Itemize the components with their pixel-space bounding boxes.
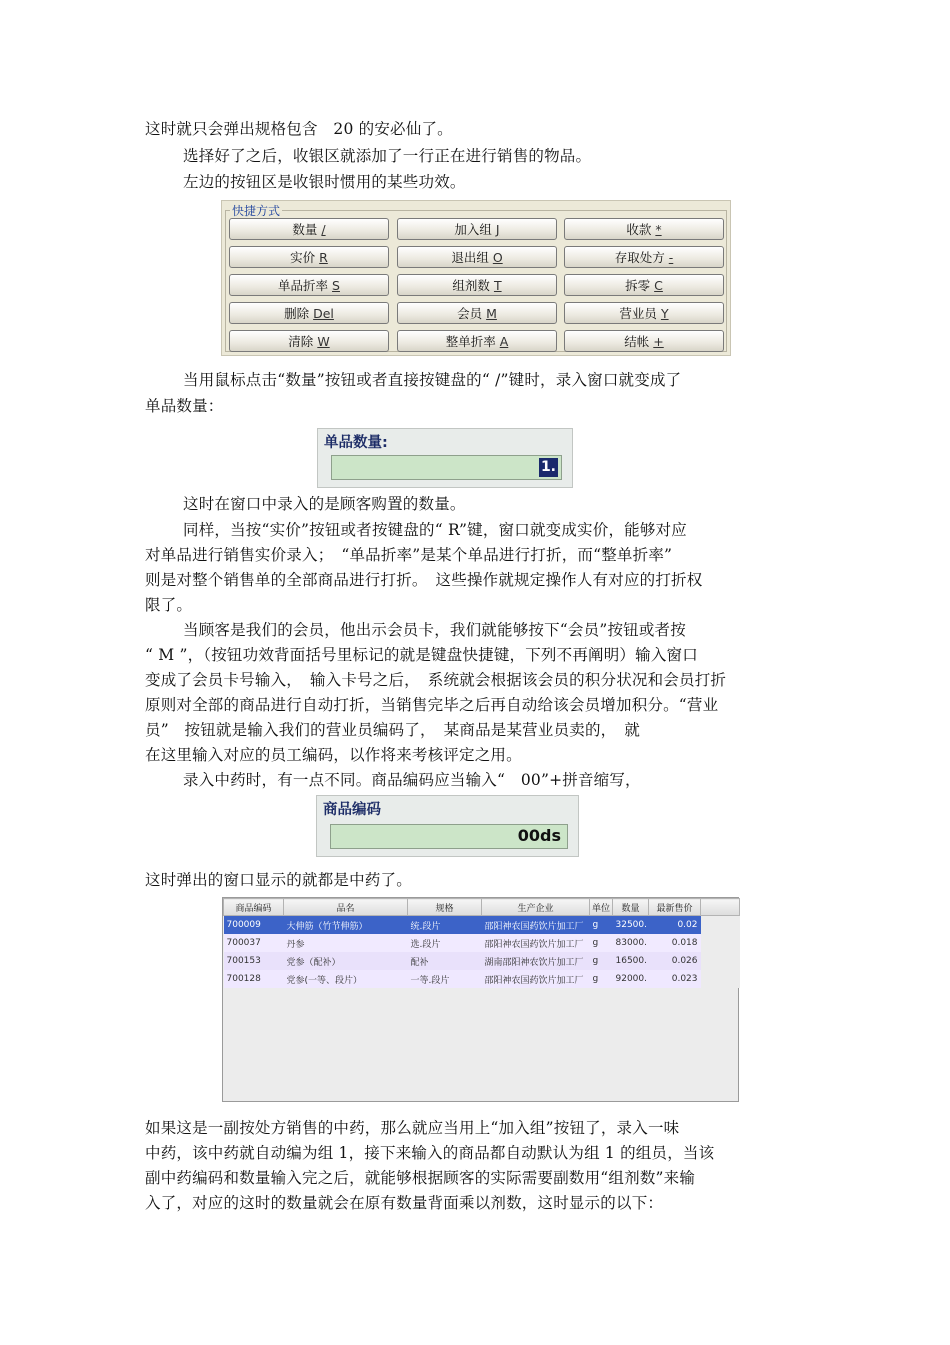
- shortcut-key: O: [492, 249, 503, 265]
- paragraph-line: 入了，对应的这时的数量就会在原有数量背面乘以剂数，这时显示的以下：: [145, 1194, 664, 1212]
- panel-title: 快捷方式: [232, 204, 281, 218]
- column-header-blank: [701, 899, 740, 916]
- paragraph-line: 当用鼠标点击“数量”按钮或者直接按键盘的“ /”键时，录入窗口就变成了: [183, 371, 682, 389]
- quantity-value: 1.: [540, 459, 556, 475]
- button-label: 整单折率: [445, 334, 496, 349]
- paragraph-line: 如果这是一副按处方销售的中药，那么就应当用上“加入组”按钮了，录入一味: [145, 1119, 680, 1137]
- paragraph-line: 这时在窗口中录入的是顾客购置的数量。: [183, 495, 466, 513]
- cell-qty: 32500.: [613, 916, 649, 935]
- column-header[interactable]: 数量: [613, 899, 649, 916]
- column-header[interactable]: 单位: [590, 899, 613, 916]
- cell-code: 700128: [224, 970, 284, 988]
- cell-price: 0.018: [649, 934, 701, 952]
- paragraph-line: “ M ”，（按钮功效背面括号里标记的就是键盘快捷键，下列不再阐明）输入窗口: [145, 646, 698, 664]
- column-header[interactable]: 品名: [284, 899, 408, 916]
- cell-spec: 配补: [408, 952, 482, 970]
- paragraph-line: 这时就只会弹出规格包含 20 的安必仙了。: [145, 120, 453, 138]
- button-label: 加入组: [454, 222, 492, 237]
- order-discount-button[interactable]: [397, 330, 557, 352]
- cell-maker: 湖南邵阳神农饮片加工厂: [482, 952, 590, 970]
- shortcut-key: R: [319, 249, 328, 265]
- paragraph-line: 变成了会员卡号输入， 输入卡号之后， 系统就会根据该会员的积分状况和会员打折: [145, 671, 727, 689]
- cell-blank: [701, 916, 740, 935]
- button-label: 数量: [292, 222, 318, 237]
- product-code-box: [316, 795, 579, 857]
- paragraph-line: 选择好了之后，收银区就添加了一行正在进行销售的物品。: [183, 147, 592, 165]
- cell-price: 0.026: [649, 952, 701, 970]
- prescription-button[interactable]: [564, 246, 724, 268]
- cell-name: 大伸筋（竹节伸筋）: [284, 916, 408, 935]
- group-dose-button[interactable]: [397, 274, 557, 296]
- split-unit-button[interactable]: [564, 274, 724, 296]
- shortcut-key: M: [486, 305, 497, 321]
- table-header-row: [224, 899, 740, 916]
- cell-code: 700037: [224, 934, 284, 952]
- button-label: 存取处方: [614, 250, 665, 265]
- button-label: 清除: [288, 334, 314, 349]
- table-row[interactable]: [224, 916, 740, 935]
- column-header[interactable]: 生产企业: [482, 899, 590, 916]
- salesperson-button[interactable]: [564, 302, 724, 324]
- cell-qty: 92000.: [613, 970, 649, 988]
- cell-maker: 邵阳神农国药饮片加工厂: [482, 970, 590, 988]
- table-row[interactable]: [224, 934, 740, 952]
- cell-name: 党参（配补）: [284, 952, 408, 970]
- cell-name: 丹参: [284, 934, 408, 952]
- shortcut-key: C: [654, 277, 663, 293]
- shortcut-key: Del: [313, 305, 334, 321]
- quantity-field[interactable]: [331, 455, 562, 480]
- exit-group-button[interactable]: [397, 246, 557, 268]
- shortcut-key: W: [317, 333, 330, 349]
- cell-blank: [701, 952, 740, 970]
- shortcut-key: /: [321, 221, 326, 237]
- button-label: 结帐: [624, 334, 650, 349]
- button-label: 组剂数: [452, 278, 490, 293]
- paragraph-line: 副中药编码和数量输入完之后，就能够根据顾客的实际需要副数用“组剂数”来输: [145, 1169, 696, 1187]
- cell-blank: [701, 934, 740, 952]
- column-header[interactable]: 规格: [408, 899, 482, 916]
- paragraph-line: 员” 按钮就是输入我们的营业员编码了， 某商品是某营业员卖的， 就: [145, 721, 641, 739]
- paragraph-line: 同样，当按“实价”按钮或者按键盘的“ R”键，窗口就变成实价，能够对应: [183, 521, 687, 539]
- shortcut-key: +: [653, 333, 664, 349]
- cell-qty: 16500.: [613, 952, 649, 970]
- paragraph-line: 单品数量：: [145, 397, 224, 415]
- cell-unit: g: [590, 916, 613, 935]
- paragraph-line: 录入中药时，有一点不同。商品编码应当输入“ 00”+拼音缩写，: [183, 771, 641, 789]
- shortcut-key: S: [332, 277, 340, 293]
- button-label: 删除: [284, 306, 310, 321]
- shortcut-key: J: [495, 221, 500, 237]
- paragraph-line: 原则对全部的商品进行自动打折，当销售完毕之后再自动给该会员增加积分。“营业: [145, 696, 719, 714]
- column-header[interactable]: 最新售价: [649, 899, 701, 916]
- cell-spec: 一等.段片: [408, 970, 482, 988]
- button-label: 拆零: [625, 278, 651, 293]
- cell-name: 党参(一等、段片）: [284, 970, 408, 988]
- paragraph-line: 对单品进行销售实价录入； “单品折率”是某个单品进行打折，而“整单折率”: [145, 546, 673, 564]
- paragraph-line: 中药，该中药就自动编为组 1，接下来输入的商品都自动默认为组 1 的组员，当该: [145, 1144, 715, 1162]
- member-button[interactable]: [397, 302, 557, 324]
- delete-button[interactable]: [229, 302, 389, 324]
- paragraph-line: 限了。: [145, 596, 193, 614]
- cell-spec: 选.段片: [408, 934, 482, 952]
- cell-qty: 83000.: [613, 934, 649, 952]
- checkout-button[interactable]: [564, 330, 724, 352]
- paragraph-line: 在这里输入对应的员工编码，以作将来考核评定之用。: [145, 746, 522, 764]
- button-label: 实价: [290, 250, 316, 265]
- cell-unit: g: [590, 934, 613, 952]
- clear-button[interactable]: [229, 330, 389, 352]
- button-label: 单品折率: [278, 278, 329, 293]
- cell-unit: g: [590, 952, 613, 970]
- column-header[interactable]: 商品编码: [224, 899, 284, 916]
- product-code-value: 00ds: [517, 826, 561, 845]
- cell-unit: g: [590, 970, 613, 988]
- collect-payment-button[interactable]: [564, 218, 724, 240]
- quantity-input-box: [317, 428, 573, 488]
- paragraph-line: 这时弹出的窗口显示的就都是中药了。: [145, 871, 412, 889]
- button-label: 收款: [626, 222, 652, 237]
- table-row[interactable]: [224, 970, 740, 988]
- cell-maker: 邵阳神农国药饮片加工厂: [482, 934, 590, 952]
- shortcut-key: *: [655, 221, 662, 237]
- cell-blank: [701, 970, 740, 988]
- table-row[interactable]: [224, 952, 740, 970]
- paragraph-line: 左边的按钮区是收银时惯用的某些功效。: [183, 173, 466, 191]
- product-code-label: 商品编码: [323, 802, 381, 818]
- paragraph-line: 则是对整个销售单的全部商品进行打折。 这些操作就规定操作人有对应的打折权: [145, 571, 703, 589]
- herb-results-table: [222, 897, 739, 1102]
- product-code-field[interactable]: [330, 824, 568, 849]
- shortcut-key: T: [493, 277, 502, 293]
- paragraph-line: 当顾客是我们的会员，他出示会员卡，我们就能够按下“会员”按钮或者按: [183, 621, 686, 639]
- shortcut-key: -: [668, 249, 674, 265]
- button-label: 退出组: [451, 250, 489, 265]
- quantity-button[interactable]: [229, 218, 389, 240]
- button-label: 会员: [457, 306, 483, 321]
- cell-spec: 统.段片: [408, 916, 482, 935]
- cell-code: 700153: [224, 952, 284, 970]
- shortcut-key: A: [499, 333, 509, 349]
- cell-code: 700009: [224, 916, 284, 935]
- cell-price: 0.023: [649, 970, 701, 988]
- quantity-label: 单品数量:: [324, 435, 388, 451]
- item-discount-button[interactable]: [229, 274, 389, 296]
- shortcut-key: Y: [660, 305, 669, 321]
- join-group-button[interactable]: [397, 218, 557, 240]
- button-label: 营业员: [619, 306, 657, 321]
- shortcut-panel: [221, 200, 731, 356]
- actual-price-button[interactable]: [229, 246, 389, 268]
- cell-maker: 邵阳神农国药饮片加工厂: [482, 916, 590, 935]
- cell-price: 0.02: [649, 916, 701, 935]
